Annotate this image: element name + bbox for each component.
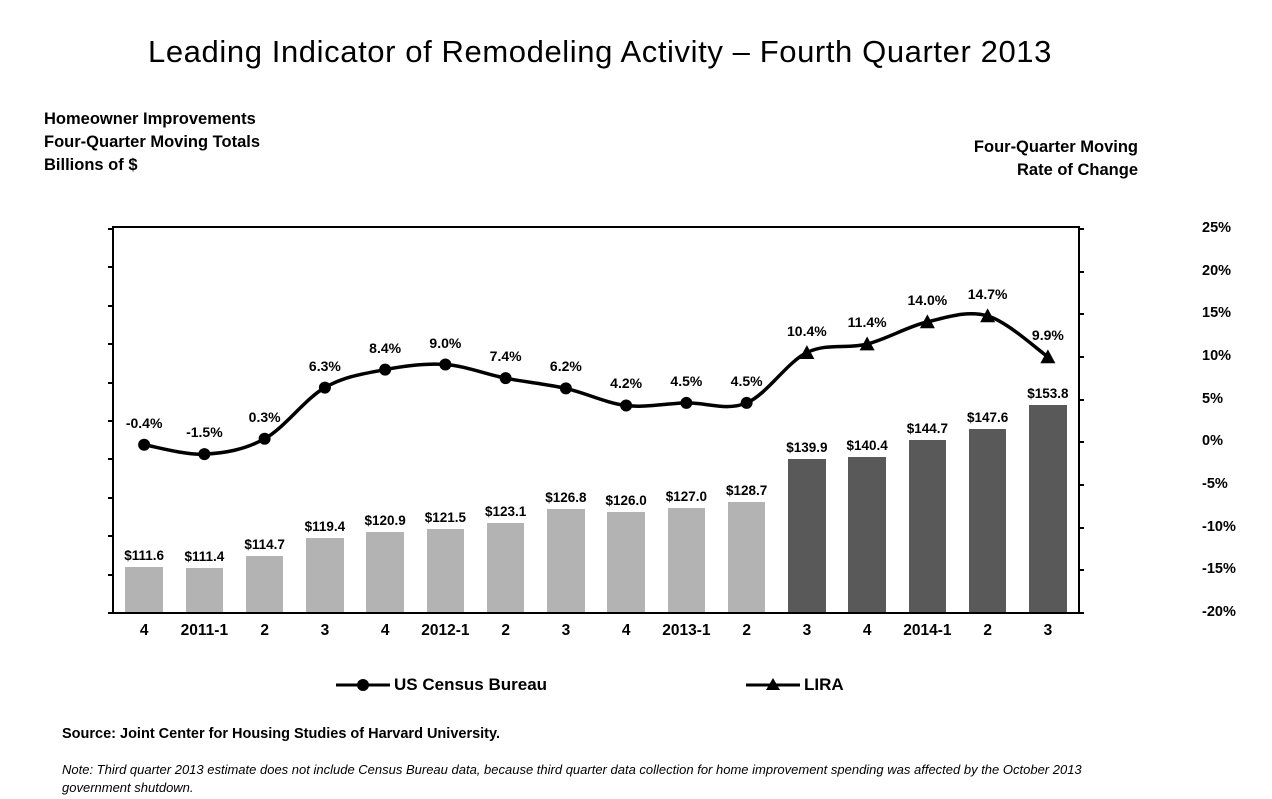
x-axis-tick-label: 3 [320,622,330,639]
census-data-point-marker [560,382,572,394]
bar-column [848,457,885,612]
line-value-label: 4.5% [730,372,763,389]
bar-value-label: $147.6 [966,410,1009,426]
line-value-label: 6.3% [308,357,341,374]
y-axis-right-tick-mark [1078,271,1084,273]
y-axis-left-tick-mark [108,343,114,345]
y-axis-left-tick-mark [108,266,114,268]
bar-value-label: $123.1 [484,504,527,520]
bar-column [186,568,223,612]
y-axis-left-tick-mark [108,612,114,614]
y-axis-left-tick-mark [108,228,114,230]
x-axis-tick-label: 4 [621,622,631,639]
bar-value-label: $144.7 [906,421,949,437]
line-value-label: 9.9% [1031,326,1064,343]
line-value-label: 11.4% [847,314,887,331]
y-axis-left-tick-mark [108,535,114,537]
bar-column [668,508,705,612]
y-axis-right-tick-label: 20% [1202,262,1232,279]
x-axis-tick-label: 2 [260,622,269,639]
y-axis-right-tick-label: -20% [1202,604,1236,620]
census-data-point-marker [680,397,692,409]
bar-column [969,429,1006,612]
y-axis-right-tick-mark [1078,484,1084,486]
line-value-label: 0.3% [248,408,281,425]
bar-value-label: $114.7 [244,536,285,552]
bar-value-label: $120.9 [364,512,406,528]
census-data-point-marker [138,439,150,451]
bar-column [547,509,584,612]
x-axis-tick-label: 2 [501,622,510,639]
x-axis-tick-label: 2011-1 [180,622,229,639]
left-axis-title-line-3 [44,154,260,177]
bar-value-label: $153.8 [1027,386,1069,402]
y-axis-right-tick-label: -15% [1202,561,1236,578]
left-axis-title-line-1 [44,108,260,131]
y-axis-right-tick-mark [1078,441,1084,443]
y-axis-right-tick-mark [1078,356,1084,358]
y-axis-right-tick-label: 10% [1202,348,1232,364]
x-axis-tick-label: 2 [742,622,751,639]
bar-value-label: $121.5 [424,510,467,526]
census-data-point-marker [439,359,451,371]
bar-value-label: $126.8 [545,490,587,506]
bar-column [125,567,162,612]
legend-label-lira: LIRA [804,675,844,694]
left-axis-title-text-3: Billions of $ [44,156,138,174]
y-axis-right-tick-mark [1078,313,1084,315]
plot-area [112,220,1236,620]
y-axis-left-tick-mark [108,497,114,499]
y-axis-right-tick-mark [1078,569,1084,571]
left-axis-title [44,108,260,177]
x-axis-tick-label: 2012-1 [421,622,470,639]
x-axis-tick-label: 4 [139,622,149,639]
footnote: Note: Third quarter 2013 estimate does not include Census Bureau data, because third quarter data collection for home improvement spending was affected by the October 2013 government shutdown. [62,762,1082,795]
y-axis-right-tick-mark [1078,228,1084,230]
bar-column [366,532,403,612]
bar-column [427,529,464,612]
bar-value-label: $139.9 [786,439,828,455]
census-data-point-marker [500,372,512,384]
right-axis-title-line-2: Rate of Change [1016,161,1138,179]
page-title: Leading Indicator of Remodeling Activity – Fourth Quarter 2013 [148,34,1052,69]
census-data-point-marker [198,448,210,460]
bar-column [607,512,644,612]
line-value-label: 14.0% [907,291,948,308]
y-axis-right-tick-label: 5% [1202,390,1223,407]
x-axis-tick-label: 2014-1 [903,622,952,639]
line-value-label: -0.4% [125,414,163,431]
y-axis-left-tick-mark [108,574,114,576]
right-axis-title [974,136,1138,182]
legend-label-census: US Census Bureau [394,675,548,694]
left-axis-title-text-1: Homeowner Improvements [44,110,256,128]
census-data-point-marker [741,397,753,409]
lira-data-point-marker [1040,349,1055,363]
legend-item-lira [744,675,844,695]
lira-data-point-marker [860,337,875,351]
y-axis-left-tick-mark [108,382,114,384]
line-value-label: -1.5% [186,424,223,441]
line-value-label: 14.7% [967,285,1008,302]
bar-value-label: $111.6 [124,548,165,564]
line-value-label: 6.2% [549,358,582,375]
x-axis-tick-label: 4 [380,622,390,639]
chart-legend [112,675,1080,705]
x-axis-tick-label: 2013-1 [662,622,711,639]
x-axis-tick-label: 2 [983,622,992,639]
x-axis-tick-label: 3 [561,622,571,639]
y-axis-right-tick-label: 0% [1202,433,1223,450]
bar-value-label: $127.0 [665,489,708,505]
plot-inner [114,220,1236,620]
legend-census-marker-icon [334,676,392,694]
bar-column [246,556,283,612]
bar-value-label: $126.0 [605,493,647,509]
x-axis-tick-label: 3 [1043,622,1053,639]
bar-value-label: $119.4 [304,518,346,534]
line-value-label: 10.4% [787,322,827,339]
bar-column [306,538,343,612]
y-axis-right-tick-mark [1078,527,1084,529]
bar-value-label: $140.4 [846,437,888,453]
y-axis-right-tick-mark [1078,399,1084,401]
line-value-label: 8.4% [369,339,402,356]
y-axis-right-tick-mark [1078,612,1084,614]
line-value-label: 4.2% [610,375,643,392]
y-axis-right-tick-label: -10% [1202,518,1236,535]
legend-item-census [334,675,547,695]
line-value-label: 9.0% [429,334,462,351]
left-axis-title-line-2 [44,131,260,154]
line-value-label: 7.4% [489,348,522,365]
y-axis-left-tick-mark [108,458,114,460]
bar-column [728,502,765,612]
census-data-point-marker [379,364,391,376]
bar-value-label: $111.4 [184,549,225,565]
x-axis-tick-label: 3 [802,622,812,639]
y-axis-right-tick-label: 15% [1202,305,1232,322]
y-axis-right-tick-label: -5% [1202,476,1228,492]
lira-data-point-marker [920,314,935,328]
lira-data-point-marker [799,345,814,359]
bar-column [487,523,524,612]
legend-lira-marker-icon [744,676,802,694]
x-axis-tick-label: 4 [862,622,872,639]
source-note: Source: Joint Center for Housing Studies of Harvard University. [62,726,501,742]
bar-column [788,459,825,612]
census-data-point-marker [259,433,271,445]
y-axis-left-tick-mark [108,305,114,307]
bar-value-label: $128.7 [725,482,768,498]
y-axis-left-tick-mark [108,420,114,422]
census-data-point-marker [319,382,331,394]
bar-column [1029,405,1066,612]
lira-data-point-marker [980,308,995,322]
left-axis-title-text-2: Four-Quarter Moving Totals [44,133,261,151]
line-value-label: 4.5% [670,372,703,389]
census-data-point-marker [620,399,632,411]
right-axis-title-line-1: Four-Quarter Moving [973,138,1138,156]
y-axis-right-tick-label: 25% [1202,220,1232,236]
bar-column [909,440,946,612]
